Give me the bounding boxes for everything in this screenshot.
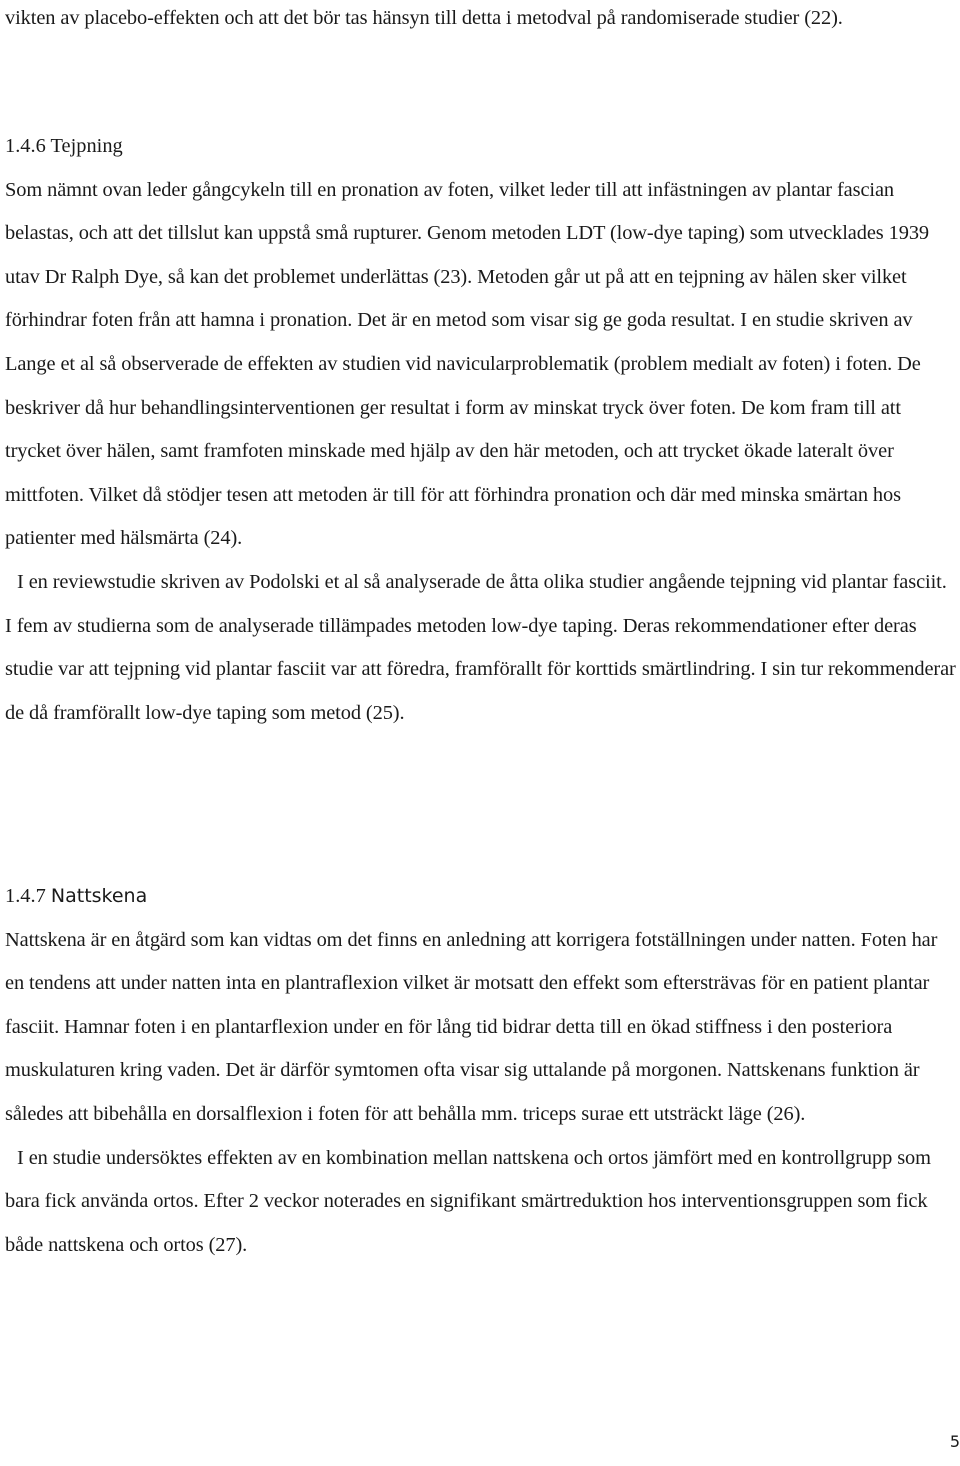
- section-heading-tejpning: [5, 125, 957, 169]
- section-nattskena: [5, 875, 957, 1267]
- intro-block: [5, 0, 957, 41]
- body-paragraph: I en studie undersöktes effekten av en kombination mellan nattskena och ortos jämfört med en kontrollgrupp som bara fick använda ortos. Efter 2 veckor noterades en signifikant smärtreduktion hos interventionsgruppen som fick både nattskena och ortos (27).: [5, 1146, 931, 1256]
- section-title: Nattskena: [50, 885, 148, 907]
- section-number: 1.4.7: [5, 885, 46, 907]
- body-paragraph: Som nämnt ovan leder gångcykeln till en pronation av foten, vilket leder till att infästningen av plantar fascian belastas, och att det tillslut kan uppstå små rupturer. Genom metoden LDT (low-dye taping) som utvecklades 1939 utav Dr Ralph Dye, så kan det problemet underlättas (23). Metoden går ut på att en tejpning av hälen sker vilket förhindrar foten från att hamna i pronation. Det är en metod som visar sig ge goda resultat. I en studie skriven av Lange et al så observerade de effekten av studien vid navicularproblematik (problem medialt av foten) i foten. De beskriver då hur behandlingsinterventionen ger resultat i form av minskat tryck över foten. De kom fram till att trycket över hälen, samt framfoten minskade med hjälp av den här metoden, och att trycket ökade lateralt över mittfoten. Vilket då stödjer tesen att metoden är till för att förhindra pronation och där med minska smärtan hos patienter med hälsmärta (24).: [5, 178, 930, 550]
- section-title: Tejpning: [50, 135, 123, 157]
- section-heading-nattskena: [5, 875, 957, 919]
- body-paragraph: I en reviewstudie skriven av Podolski et al så analyserade de åtta olika studier angående tejpning vid plantar fasciit. I fem av studierna som de analyserade tillämpades metoden low-dye taping. Deras rekommendationer efter deras studie var att tejpning vid plantar fasciit var att föredra, framförallt för korttids smärtlindring. I sin tur rekommenderar de då framförallt low-dye taping som metod (25).: [5, 570, 956, 724]
- page-number: 5: [949, 1432, 960, 1451]
- section-number: 1.4.6: [5, 135, 46, 157]
- section-tejpning: [5, 125, 957, 735]
- intro-paragraph: vikten av placebo-effekten och att det bör tas hänsyn till detta i metodval på randomiserade studier (22).: [5, 7, 843, 29]
- body-paragraph: Nattskena är en åtgärd som kan vidtas om det finns en anledning att korrigera fotställningen under natten. Foten har en tendens att under natten inta en plantraflexion vilket är motsatt den effekt som eftersträvas för en patient plantar fasciit. Hamnar foten i en plantarflexion under en för lång tid bidrar detta till en ökad stiffness i den posteriora muskulaturen kring vaden. Det är därför symtomen ofta visar sig uttalande på morgonen. Nattskenans funktion är således att bibehålla en dorsalflexion i foten för att behålla mm. triceps surae ett utsträckt läge (26).: [5, 928, 938, 1125]
